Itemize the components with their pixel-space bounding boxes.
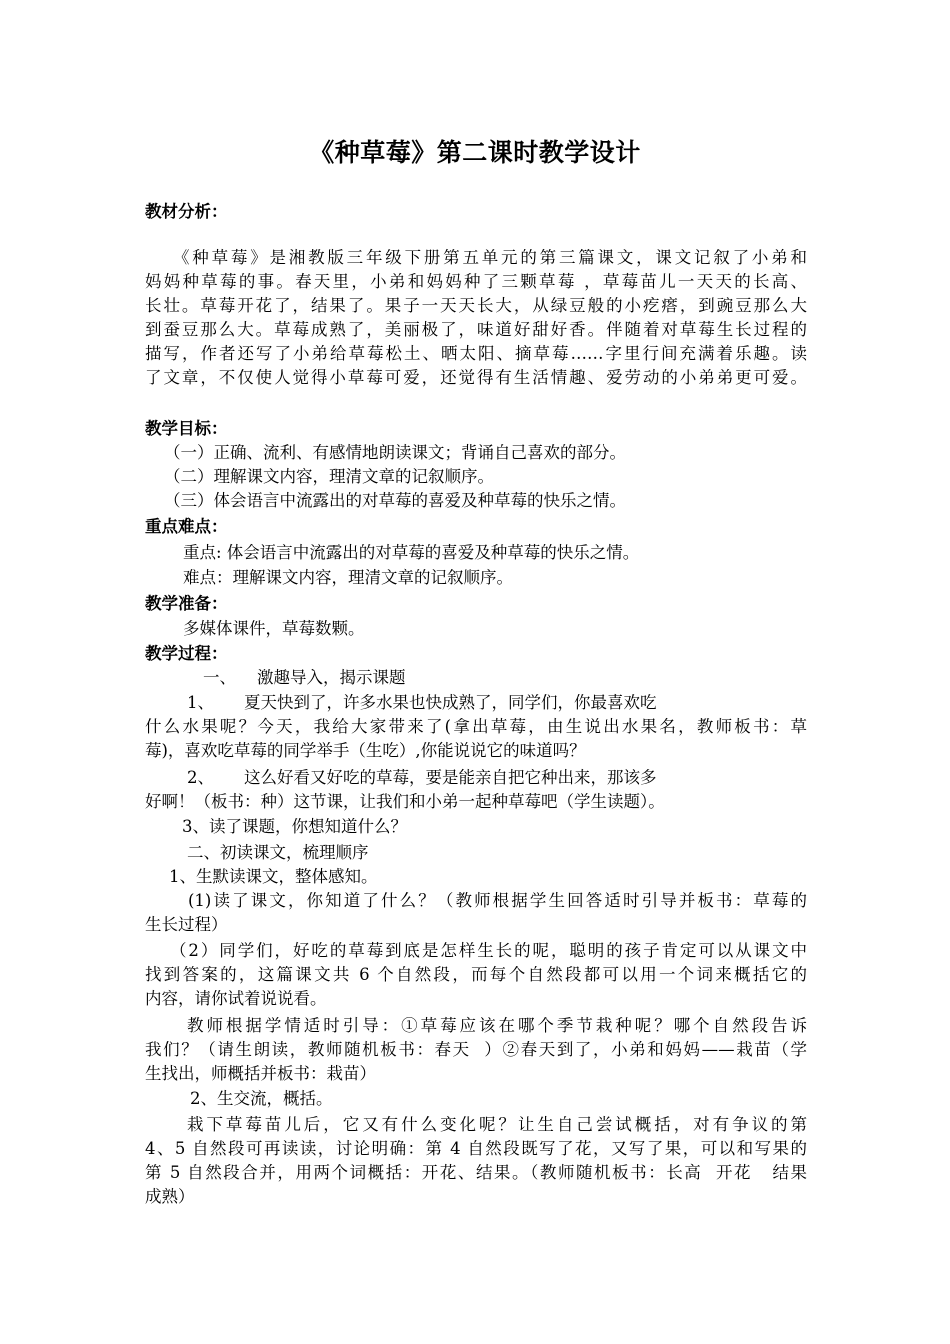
page-title: 《种草莓》第二课时教学设计 — [309, 138, 641, 167]
analysis-line: 描写，作者还写了小弟给草莓松土、晒太阳、摘草莓……字里行间充满着乐趣。读 — [145, 344, 807, 363]
prep-text: 多媒体课件，草莓数颗。 — [183, 619, 365, 638]
step-number: 1、 — [187, 693, 214, 712]
analysis-line: 了文章，不仅使人觉得小草莓可爱，还觉得有生活情趣、爱劳动的小弟弟更可爱。 — [145, 368, 807, 387]
paragraph-line: （2）同学们，好吃的草莓到底是怎样生长的呢，聪明的孩子肯定可以从课文中 — [170, 941, 807, 960]
process-heading: 教学过程： — [145, 644, 228, 663]
paragraph-line: 什么水果呢？今天，我给大家带来了(拿出草莓，由生说出水果名，教师板书：草 — [145, 717, 807, 736]
paragraph-line: 1、生默读课文，整体感知。 — [169, 867, 378, 886]
analysis-line: 长壮。草莓开花了，结果了。果子一天天长大，从绿豆般的小疙瘩，到豌豆那么大 — [145, 296, 807, 315]
paragraph-line: 4、5 自然段可再读读，讨论明确：第 4 自然段既写了花，又写了果，可以和写果的 — [145, 1139, 807, 1158]
paragraph-line: 莓)，喜欢吃草莓的同学举手（生吃）,你能说说它的味道吗？ — [145, 741, 586, 760]
paragraph-line: 我们？（请生朗读，教师随机板书：春天 ）②春天到了，小弟和妈妈——栽苗（学 — [145, 1040, 807, 1059]
section-two-title: 二、初读课文，梳理顺序 — [187, 843, 369, 862]
paragraph-line: (1)读了课文，你知道了什么？（教师根据学生回答适时引导并板书：草莓的 — [188, 891, 807, 910]
analysis-line: 到蚕豆那么大。草莓成熟了，美丽极了，味道好甜好香。伴随着对草莓生长过程的 — [145, 320, 807, 339]
analysis-line: 妈妈种草莓的事。春天里，小弟和妈妈种了三颗草莓 ，草莓苗儿一天天的长高、 — [145, 272, 807, 291]
paragraph-line: 好啊！（板书：种）这节课，让我们和小弟一起种草莓吧（学生读题）。 — [145, 792, 665, 811]
paragraph-line: 成熟） — [145, 1187, 195, 1206]
section-one-title: 一、 激趣导入，揭示课题 — [203, 668, 406, 687]
goal-item: （三）体会语言中流露出的对草莓的喜爱及种草莓的快乐之情。 — [164, 491, 626, 510]
keypoint-focus: 重点: 体会语言中流露出的对草莓的喜爱及种草莓的快乐之情。 — [183, 543, 640, 562]
analysis-heading: 教材分析： — [145, 202, 228, 221]
analysis-line: 《种草莓》是湘教版三年级下册第五单元的第三篇课文，课文记叙了小弟和 — [173, 248, 807, 267]
paragraph-line: 生长过程） — [145, 915, 228, 934]
keypoint-difficulty: 难点：理解课文内容，理清文章的记叙顺序。 — [183, 568, 513, 587]
goal-item: （一）正确、流利、有感情地朗读课文；背诵自己喜欢的部分。 — [164, 443, 626, 462]
paragraph-line: 第 5 自然段合并，用两个词概括：开花、结果。（教师随机板书：长高 开花 结果 — [145, 1163, 807, 1182]
paragraph-line: 生找出，师概括并板书：栽苗） — [145, 1064, 376, 1083]
paragraph-line: 2、生交流，概括。 — [190, 1089, 333, 1108]
paragraph-line: 教师根据学情适时引导：①草莓应该在哪个季节栽种呢？哪个自然段告诉 — [187, 1016, 807, 1035]
paragraph-line: 内容，请你试着说说看。 — [145, 989, 327, 1008]
keypoints-heading: 重点难点： — [145, 517, 228, 536]
paragraph-line: 3、读了课题，你想知道什么？ — [182, 817, 407, 836]
paragraph-line: 栽下草莓苗儿后，它又有什么变化呢？让生自己尝试概括，对有争议的第 — [187, 1115, 807, 1134]
goals-heading: 教学目标： — [145, 419, 228, 438]
goal-item: （二）理解课文内容，理清文章的记叙顺序。 — [164, 467, 494, 486]
step-number: 2、 — [187, 768, 214, 787]
paragraph-line: 这么好看又好吃的草莓，要是能亲自把它种出来，那该多 — [244, 768, 657, 787]
prep-heading: 教学准备： — [145, 594, 228, 613]
paragraph-line: 找到答案的，这篇课文共 6 个自然段，而每个自然段都可以用一个词来概括它的 — [145, 965, 807, 984]
paragraph-line: 夏天快到了，许多水果也快成熟了，同学们，你最喜欢吃 — [244, 693, 657, 712]
